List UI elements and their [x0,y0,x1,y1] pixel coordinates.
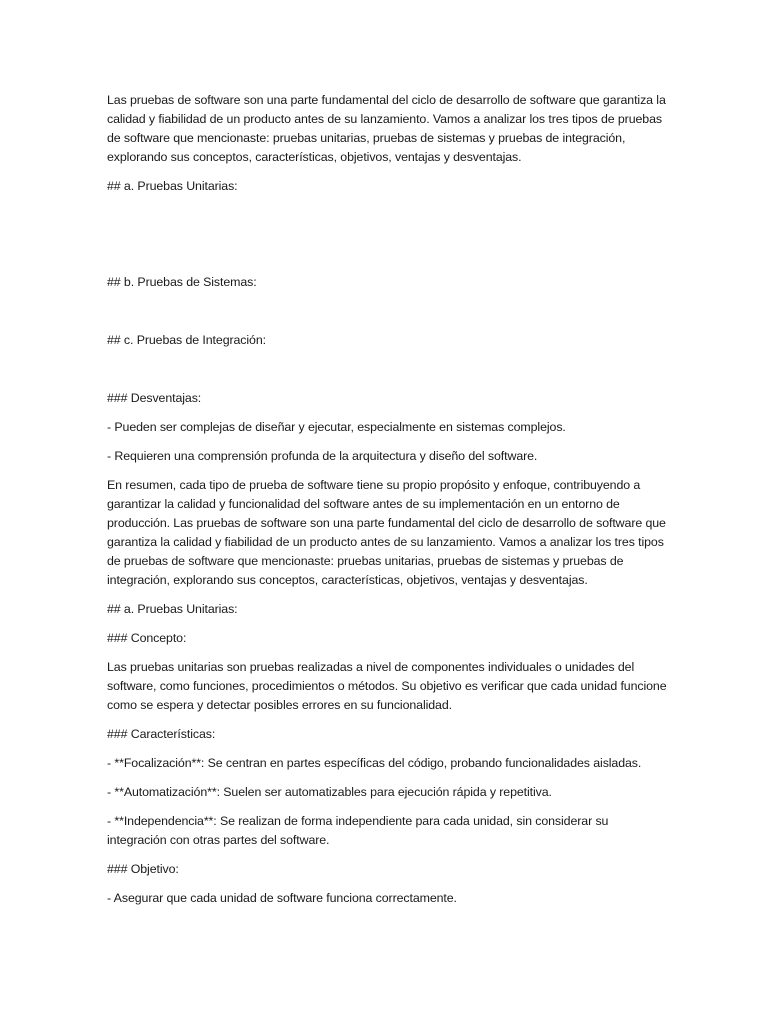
heading-c-pruebas-integracion: ## c. Pruebas de Integración: [107,333,266,347]
resumen-paragraph: En resumen, cada tipo de prueba de software tiene su propio propósito y enfoque, contribuyendo a garantizar la calidad y funcionalidad del software antes de su implementación en un entorno de producción. Las pruebas de software son una parte fundamental del ciclo de desarrollo de software que garantiza la calidad y fiabilidad de un producto antes de su lanzamiento. Vamos a analizar los tres tipos de pruebas de software que mencionaste: pruebas unitarias, pruebas de sistemas y pruebas de integración, explorando sus conceptos, características, objetivos, ventajas y desventajas. [107,478,666,587]
objetivo-item-1: - Asegurar que cada unidad de software funciona correctamente. [107,891,457,905]
heading-b-pruebas-sistemas: ## b. Pruebas de Sistemas: [107,275,257,289]
heading-a-pruebas-unitarias: ## a. Pruebas Unitarias: [107,179,238,193]
intro-paragraph: Las pruebas de software son una parte fundamental del ciclo de desarrollo de software que garantiza la calidad y fiabilidad de un producto antes de su lanzamiento. Vamos a analizar los tres tipos de pruebas de software que mencionaste: pruebas unitarias, pruebas de sistemas y pruebas de integración, explorando sus conceptos, características, objetivos, ventajas y desventajas. [107,93,666,164]
desventaja-item-2: - Requieren una comprensión profunda de la arquitectura y diseño del software. [107,449,538,463]
caracteristica-item-3: - **Independencia**: Se realizan de forma independiente para cada unidad, sin considerar su integración con otras partes del software. [107,814,609,847]
desventaja-item-1: - Pueden ser complejas de diseñar y ejecutar, especialmente en sistemas complejos. [107,420,566,434]
document-page [107,91,667,908]
heading-desventajas: ### Desventajas: [107,391,202,405]
heading-a-pruebas-unitarias-repeat: ## a. Pruebas Unitarias: [107,602,238,616]
caracteristica-item-2: - **Automatización**: Suelen ser automatizables para ejecución rápida y repetitiva. [107,785,552,799]
caracteristica-item-1: - **Focalización**: Se centran en partes específicas del código, probando funcionalidades aisladas. [107,756,642,770]
heading-concepto: ### Concepto: [107,631,187,645]
heading-objetivo: ### Objetivo: [107,862,179,876]
concepto-paragraph: Las pruebas unitarias son pruebas realizadas a nivel de componentes individuales o unidades del software, como funciones, procedimientos o métodos. Su objetivo es verificar que cada unidad funcione como se espera y detectar posibles errores en su funcionalidad. [107,660,667,712]
heading-caracteristicas: ### Características: [107,727,216,741]
